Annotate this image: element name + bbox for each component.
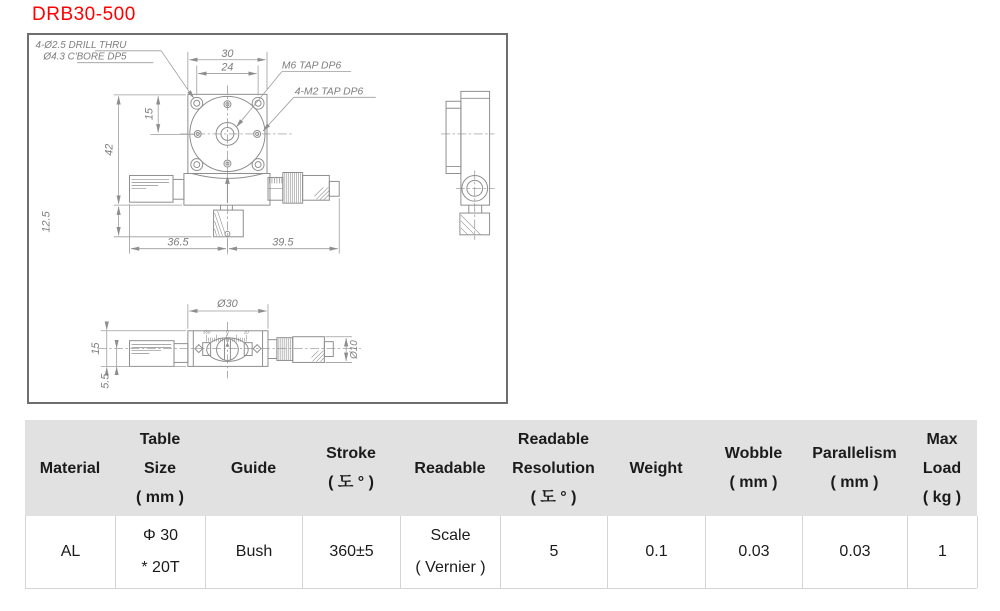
- dim-label-39-5: 39.5: [272, 236, 294, 249]
- header-cell-material: [25, 420, 115, 516]
- value-cell-weight: [608, 516, 706, 588]
- drill-note-line1: 4-Ø2.5 DRILL THRU: [35, 39, 127, 51]
- header-cell-stroke: [302, 420, 400, 516]
- dim-label-12-5: 12.5: [40, 211, 53, 233]
- header-line: ( kg ): [922, 488, 962, 506]
- value-line: Φ 30: [142, 527, 178, 544]
- header-cell-table-size: [115, 420, 205, 516]
- value-cell-guide: [206, 516, 303, 588]
- page-title: DRB30-500: [32, 4, 136, 25]
- side-view: [441, 91, 494, 239]
- header-line: Max: [926, 430, 958, 448]
- value-cell-parallelism: [803, 516, 908, 588]
- header-cell-wobble: [705, 420, 802, 516]
- value-cell-table-size: [116, 516, 206, 588]
- dimension-lines: [77, 51, 376, 374]
- dim-label-36-5: 36.5: [167, 236, 189, 249]
- micrometer-head: [268, 173, 339, 204]
- micrometer-bottom: [268, 337, 333, 363]
- value-cell-max-load: [908, 516, 978, 588]
- dim-label-30: 30: [221, 47, 234, 60]
- drill-note-line2: Ø4.3 C'BORE DP5: [43, 51, 127, 63]
- header-line: ( mm ): [729, 474, 778, 491]
- header-line: ( mm ): [830, 474, 879, 491]
- header-line: Table: [139, 430, 181, 448]
- spec-table: [25, 420, 977, 589]
- header-line: Stroke: [326, 445, 376, 462]
- dim-label-15-front: 15: [143, 108, 156, 121]
- header-line: Parallelism: [812, 445, 897, 462]
- front-view: [130, 85, 340, 254]
- dim-label-5-5: 5.5: [99, 373, 112, 389]
- dim-label-42: 42: [103, 143, 116, 156]
- dim-label-15-bottom: 15: [89, 342, 102, 355]
- header-line: Weight: [629, 459, 683, 477]
- value-cell-readable: [401, 516, 501, 588]
- header-line: ( 도 ° ): [328, 474, 374, 491]
- header-line: ( mm ): [136, 488, 184, 506]
- header-cell-guide: [205, 420, 302, 516]
- value-line: 5: [549, 543, 559, 560]
- value-line: Bush: [235, 543, 273, 560]
- dim-label-24: 24: [221, 61, 234, 74]
- header-cell-max-load: [907, 420, 977, 516]
- drawing-canvas: [27, 33, 508, 404]
- value-cell-material: [26, 516, 116, 588]
- centerlines-side: [441, 134, 494, 240]
- value-line: 0.03: [738, 543, 770, 560]
- value-line: 0.03: [839, 543, 871, 560]
- left-knob: [130, 175, 184, 202]
- header-line: Material: [39, 459, 101, 477]
- value-line: 360±5: [329, 543, 374, 560]
- scale-label-10: 10: [243, 329, 249, 335]
- value-cell-readable-resolution: [501, 516, 608, 588]
- bottom-view: [98, 322, 361, 378]
- label-m6-tap: M6 TAP DP6: [281, 60, 342, 72]
- label-m2-tap: 4-M2 TAP DP6: [294, 86, 364, 98]
- value-line: AL: [60, 543, 81, 560]
- header-cell-weight: [607, 420, 705, 516]
- header-cell-parallelism: [802, 420, 907, 516]
- dim-label-dia10: Ø10: [349, 340, 361, 359]
- value-line: Scale: [430, 527, 471, 544]
- spec-table-row: [25, 516, 977, 589]
- scale-label-350: 350: [202, 329, 211, 335]
- header-cell-readable-resolution: [500, 420, 607, 516]
- value-line: 1: [938, 543, 947, 560]
- value-line: * 20T: [141, 559, 180, 576]
- axis-arrow: [225, 175, 230, 203]
- scale-label-0: 0: [226, 329, 229, 335]
- header-line: Readable: [517, 430, 590, 448]
- value-cell-stroke: [303, 516, 401, 588]
- header-line: Wobble: [724, 445, 783, 462]
- header-line: Readable: [414, 459, 486, 477]
- value-line: 0.1: [645, 543, 668, 560]
- spec-table-header: [25, 420, 977, 516]
- header-line: Guide: [230, 459, 277, 477]
- clamp-block: [214, 205, 244, 237]
- header-line: Size: [143, 459, 176, 477]
- header-line: Load: [922, 459, 962, 477]
- value-cell-wobble: [706, 516, 803, 588]
- header-line: ( 도 ° ): [530, 488, 577, 506]
- value-line: ( Vernier ): [415, 559, 486, 576]
- header-line: Resolution: [512, 459, 595, 477]
- dim-label-dia30: Ø30: [217, 298, 238, 311]
- header-cell-readable: [400, 420, 500, 516]
